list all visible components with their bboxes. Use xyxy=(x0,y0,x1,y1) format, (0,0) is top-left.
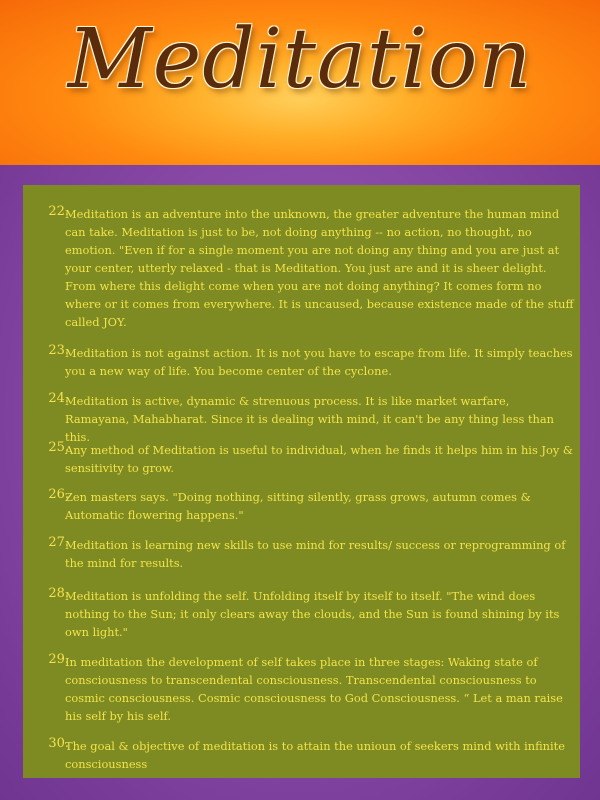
quotes-panel xyxy=(23,185,580,778)
item-number: 26. xyxy=(48,487,69,502)
item-text: Meditation is an adventure into the unknown, the greater adventure the human mind can take. Meditation is just to be, not doing anything -- no action, no thought, no emotion. "Even if for a single moment you are not doing any thing and you are just at your center, utterly relaxed - that is Meditation. You just are and it is sheer delight. From where this delight come when you are not doing anything? It comes form no where or it comes from everywhere. It is uncaused, because existence made of the stuff called JOY. xyxy=(65,207,574,329)
item-number: 30. xyxy=(48,736,69,751)
item-number: 27. xyxy=(48,535,69,550)
item-number: 29. xyxy=(48,652,69,667)
page-title: Meditation xyxy=(67,12,533,107)
item-text: Meditation is not against action. It is not you have to escape from life. It simply teaches you a new way of life. You become center of the cyclone. xyxy=(65,346,573,378)
item-text: Zen masters says. "Doing nothing, sitting silently, grass grows, autumn comes & Automatic flowering happens." xyxy=(65,490,531,522)
item-number: 22. xyxy=(48,204,69,219)
item-text: The goal & objective of meditation is to attain the unioun of seekers mind with infinite consciousness xyxy=(65,739,565,771)
item-text: Any method of Meditation is useful to individual, when he finds it helps him in his Joy & sensitivity to grow. xyxy=(65,443,574,475)
item-text: In meditation the development of self takes place in three stages: Waking state of consciousness to transcendental consciousness. Transcendental consciousness to cosmic consciousness. Cosmic consciousness to God Consciousness. “ Let a man raise his self by his self. xyxy=(65,655,563,723)
item-number: 25. xyxy=(48,440,69,455)
item-number: 24. xyxy=(48,391,69,406)
item-text: Meditation is learning new skills to use mind for results/ success or reprogramming of the mind for results. xyxy=(65,538,566,570)
item-text: Meditation is active, dynamic & strenuous process. It is like market warfare, Ramayana, Mahabharat. Since it is dealing with mind, it can't be any thing less than this. xyxy=(65,394,554,444)
item-number: 23. xyxy=(48,343,69,358)
item-number: 28. xyxy=(48,586,69,601)
title-banner xyxy=(0,0,600,165)
item-text: Meditation is unfolding the self. Unfolding itself by itself to itself. "The wind does nothing to the Sun; it only clears away the clouds, and the Sun is found shining by its own light." xyxy=(65,589,560,639)
